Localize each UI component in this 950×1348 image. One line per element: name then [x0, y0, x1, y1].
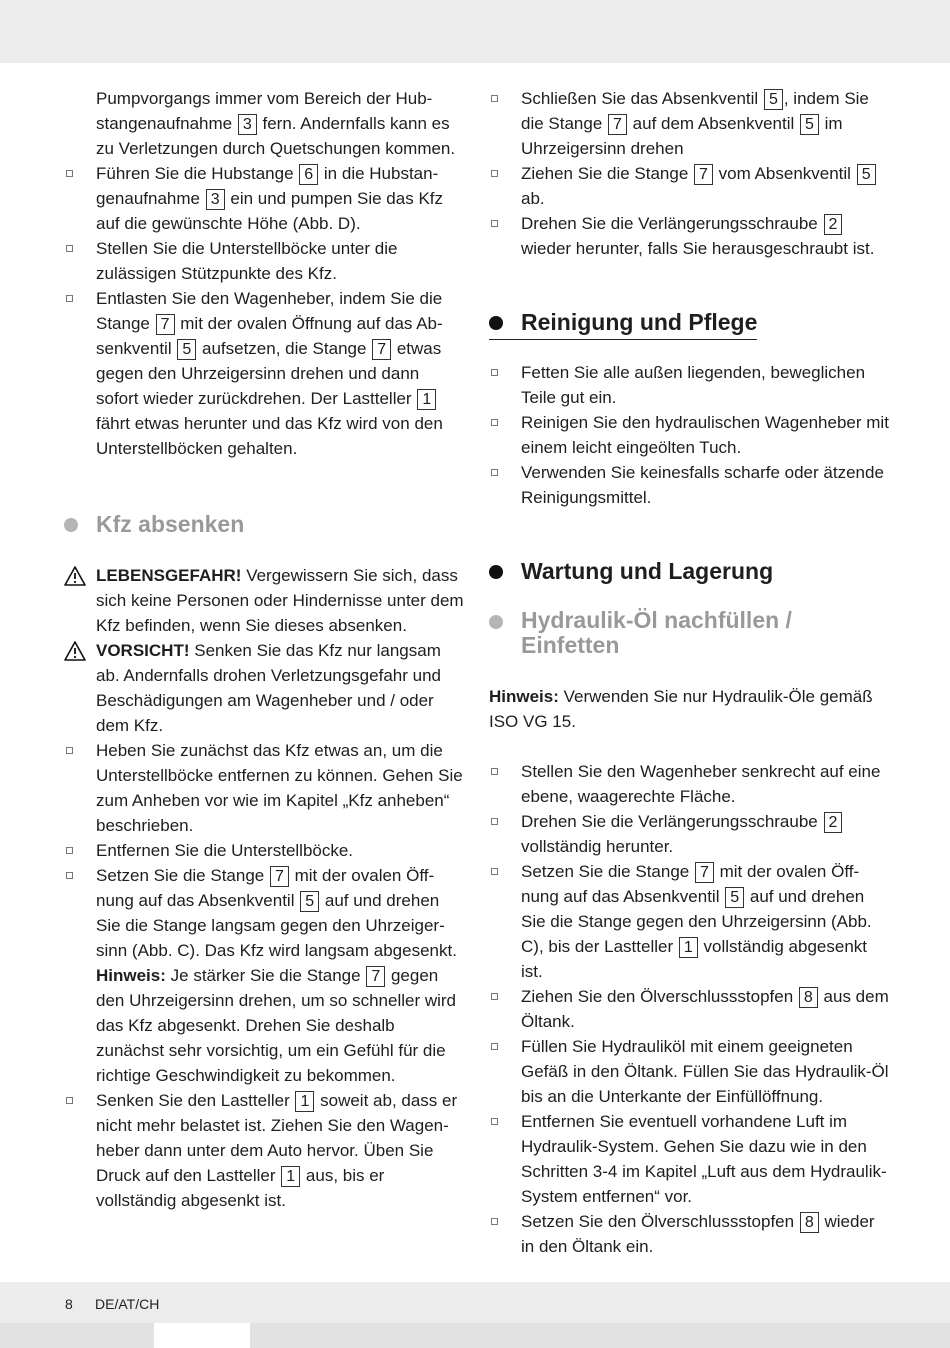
section-heading-kfz-absenken: Kfz absenken	[64, 511, 464, 537]
checkbox-bullet-icon	[491, 768, 498, 775]
right-column	[489, 86, 889, 1259]
checkbox-bullet-icon	[66, 847, 73, 854]
checkbox-bullet-icon	[491, 868, 498, 875]
list-item: Drehen Sie die Verlängerungsschraube 2 vollständig herunter.	[489, 809, 889, 859]
part-ref: 7	[694, 164, 713, 185]
checkbox-bullet-icon	[491, 95, 498, 102]
part-ref: 7	[372, 339, 391, 360]
warning-item: LEBENSGEFAHR! Vergewissern Sie sich, dass sich keine Personen oder Hindernisse unter dem Kfz befinden, wenn Sie dieses absenken.	[64, 563, 464, 638]
list-item: Führen Sie die Hubstange 6 in die Hubstan-genaufnahme 3 ein und pumpen Sie das Kfz auf die gewünschte Höhe (Abb. D).	[64, 161, 464, 236]
part-ref: 7	[270, 866, 289, 887]
checkbox-bullet-icon	[66, 747, 73, 754]
part-ref: 1	[679, 937, 698, 958]
part-ref: 1	[417, 389, 436, 410]
page-header-band	[0, 0, 950, 63]
part-ref: 3	[206, 189, 225, 210]
list-item: Stellen Sie die Unterstellböcke unter die zulässigen Stützpunkte des Kfz.	[64, 236, 464, 286]
list-item: Heben Sie zunächst das Kfz etwas an, um die Unterstellböcke entfernen zu können. Gehen Sie zum Anheben vor wie im Kapitel „Kfz anheben“ beschrieben.	[64, 738, 464, 838]
page-number: 8	[65, 1296, 73, 1312]
part-ref: 5	[857, 164, 876, 185]
list-item: Ziehen Sie den Ölverschlussstopfen 8 aus dem Öltank.	[489, 984, 889, 1034]
part-ref: 5	[725, 887, 744, 908]
heading-bullet-icon	[489, 565, 503, 579]
part-ref: 2	[824, 214, 843, 235]
list-item: Reinigen Sie den hydraulischen Wagenheber mit einem leicht eingeölten Tuch.	[489, 410, 889, 460]
footer-strip	[0, 1323, 950, 1348]
list-item: Drehen Sie die Verlängerungsschraube 2 wieder herunter, falls Sie herausgeschraubt ist.	[489, 211, 889, 261]
left-column	[64, 86, 464, 1213]
part-ref: 1	[295, 1091, 314, 1112]
checkbox-bullet-icon	[491, 818, 498, 825]
list-item: Setzen Sie den Ölverschlussstopfen 8 wieder in den Öltank ein.	[489, 1209, 889, 1259]
part-ref: 2	[824, 812, 843, 833]
list-item: Entfernen Sie die Unterstellböcke.	[64, 838, 464, 863]
footer-white-block	[154, 1323, 250, 1348]
heading-bullet-icon	[489, 615, 503, 629]
part-ref: 5	[300, 891, 319, 912]
section-heading-reinigung: Reinigung und Pflege	[489, 309, 757, 340]
checkbox-bullet-icon	[491, 1118, 498, 1125]
heading-bullet-icon	[489, 316, 503, 330]
checkbox-bullet-icon	[66, 170, 73, 177]
part-ref: 6	[299, 164, 318, 185]
part-ref: 3	[238, 114, 257, 135]
checkbox-bullet-icon	[491, 419, 498, 426]
list-item: Setzen Sie die Stange 7 mit der ovalen Öff-nung auf das Absenkventil 5 auf und drehen Sie die Stange langsam gegen den Uhrzeiger-sinn (Abb. C). Das Kfz wird langsam abgesenkt. Hinweis: Je stärker Sie die Stange 7 gegen den Uhrzeigersinn drehen, um so schneller wird das Kfz abgesenkt. Drehen Sie deshalb zunächst sehr vorsichtig, um ein Gefühl für die richtige Geschwindigkeit zu bekommen.	[64, 863, 464, 1088]
heading-bullet-icon	[64, 518, 78, 532]
part-ref: 7	[695, 862, 714, 883]
part-ref: 8	[800, 1212, 819, 1233]
region-code: DE/AT/CH	[95, 1296, 160, 1312]
list-item: Entfernen Sie eventuell vorhandene Luft im Hydraulik-System. Gehen Sie dazu wie in den Schritten 3-4 im Kapitel „Luft aus dem Hydraulik-System entfernen“ vor.	[489, 1109, 889, 1209]
checkbox-bullet-icon	[491, 469, 498, 476]
part-ref: 7	[366, 966, 385, 987]
checkbox-bullet-icon	[491, 220, 498, 227]
paragraph-continuation: Pumpvorgangs immer vom Bereich der Hub-stangenaufnahme 3 fern. Andernfalls kann es zu Verletzungen durch Quetschungen kommen.	[96, 89, 456, 158]
checkbox-bullet-icon	[491, 993, 498, 1000]
list-item: Füllen Sie Hydrauliköl mit einem geeigneten Gefäß in den Öltank. Füllen Sie das Hydraulik-Öl bis an die Unterkante der Einfüllöffnung.	[489, 1034, 889, 1109]
checkbox-bullet-icon	[66, 1097, 73, 1104]
list-item: Setzen Sie die Stange 7 mit der ovalen Öff-nung auf das Absenkventil 5 auf und drehen Sie die Stange gegen den Uhrzeigersinn (Abb. C), bis der Lastteller 1 vollständig abgesenkt ist.	[489, 859, 889, 984]
part-ref: 5	[800, 114, 819, 135]
warning-item: VORSICHT! Senken Sie das Kfz nur langsam ab. Andernfalls drohen Verletzungsgefahr und Beschädigungen am Wagenheber und / oder dem Kfz.	[64, 638, 464, 738]
list-item: Verwenden Sie keinesfalls scharfe oder ätzende Reinigungsmittel.	[489, 460, 889, 510]
warning-triangle-icon	[64, 566, 86, 586]
section-heading-wartung: Wartung und Lagerung	[489, 558, 889, 584]
list-item: Fetten Sie alle außen liegenden, beweglichen Teile gut ein.	[489, 360, 889, 410]
list-item: Senken Sie den Lastteller 1 soweit ab, dass er nicht mehr belastet ist. Ziehen Sie den Wagen-heber dann unter dem Auto hervor. Üben Sie Druck auf den Lastteller 1 aus, bis er vollständig abgesenkt ist.	[64, 1088, 464, 1213]
list-item: Schließen Sie das Absenkventil 5 , indem Sie die Stange 7 auf dem Absenkventil 5 im Uhrzeigersinn drehen	[489, 86, 889, 161]
warning-triangle-icon	[64, 641, 86, 661]
part-ref: 8	[799, 987, 818, 1008]
checkbox-bullet-icon	[66, 872, 73, 879]
part-ref: 7	[608, 114, 627, 135]
hint-paragraph: Hinweis: Verwenden Sie nur Hydraulik-Öle gemäß ISO VG 15.	[489, 687, 873, 731]
checkbox-bullet-icon	[491, 369, 498, 376]
subsection-heading-hydraulik: Hydraulik-Öl nachfüllen / Einfetten	[489, 608, 889, 658]
checkbox-bullet-icon	[491, 170, 498, 177]
list-item: Ziehen Sie die Stange 7 vom Absenkventil 5 ab.	[489, 161, 889, 211]
part-ref: 7	[156, 314, 175, 335]
part-ref: 1	[281, 1166, 300, 1187]
part-ref: 5	[764, 89, 783, 110]
checkbox-bullet-icon	[491, 1218, 498, 1225]
checkbox-bullet-icon	[66, 295, 73, 302]
list-item: Entlasten Sie den Wagenheber, indem Sie die Stange 7 mit der ovalen Öffnung auf das Ab-senkventil 5 aufsetzen, die Stange 7 etwas gegen den Uhrzeigersinn drehen und dann sofort wieder zurückdrehen. Der Lastteller 1 fährt etwas herunter und das Kfz wird von den Unterstellböcken gehalten.	[64, 286, 464, 461]
list-item: Stellen Sie den Wagenheber senkrecht auf eine ebene, waagerechte Fläche.	[489, 759, 889, 809]
checkbox-bullet-icon	[491, 1043, 498, 1050]
part-ref: 5	[177, 339, 196, 360]
checkbox-bullet-icon	[66, 245, 73, 252]
